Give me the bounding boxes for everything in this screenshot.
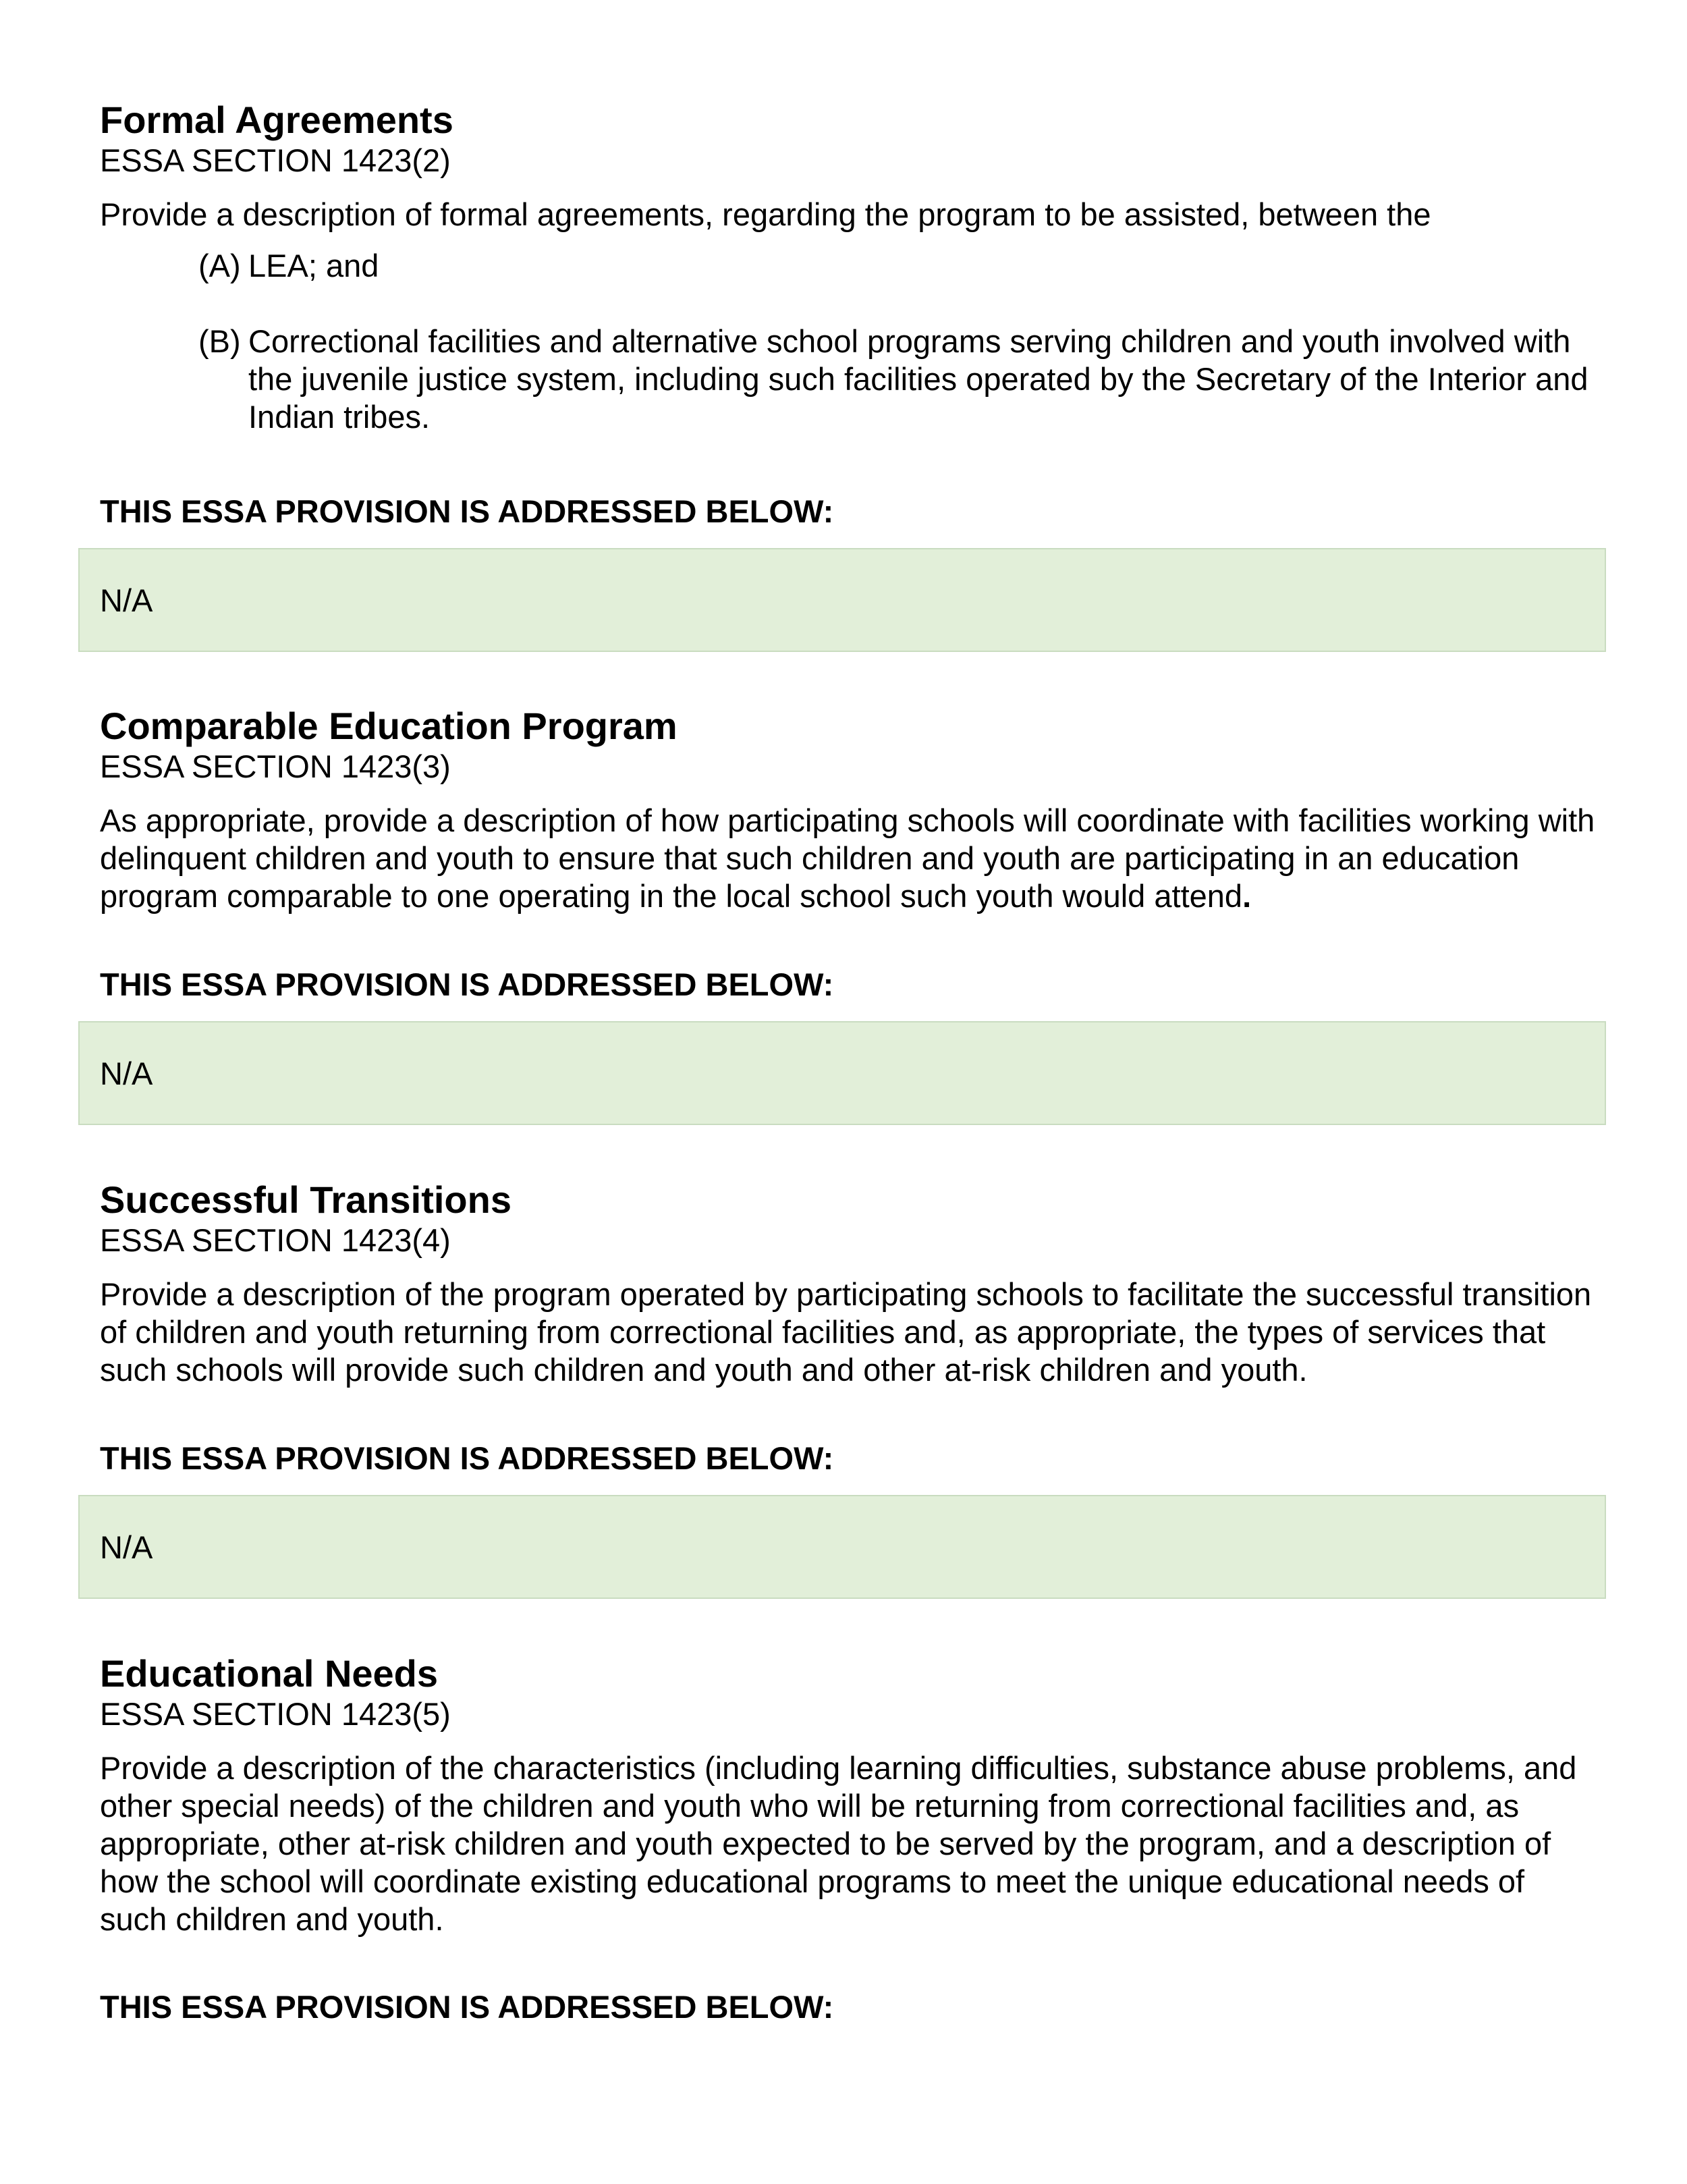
section-subtitle: ESSA SECTION 1423(3) bbox=[100, 748, 451, 784]
agreement-list bbox=[198, 247, 1598, 436]
section-title: Educational Needs bbox=[100, 1652, 439, 1695]
addressed-label: THIS ESSA PROVISION IS ADDRESSED BELOW: bbox=[100, 1440, 834, 1476]
section-formal-agreements bbox=[100, 99, 1598, 436]
section-successful-transitions bbox=[100, 1178, 1598, 1389]
response-text: N/A bbox=[100, 582, 153, 618]
section-description: Provide a description of formal agreements, regarding the program to be assisted, between the bbox=[100, 196, 1431, 232]
list-item bbox=[198, 323, 1598, 436]
section-subtitle: ESSA SECTION 1423(5) bbox=[100, 1696, 451, 1732]
section-title: Formal Agreements bbox=[100, 99, 453, 141]
list-marker: (B) bbox=[198, 323, 241, 359]
list-text: Correctional facilities and alternative school programs serving children and youth involved with the juvenile justice system, including such facilities operated by the Secretary of the Interior and Indian tribes. bbox=[248, 323, 1588, 435]
response-box[interactable] bbox=[78, 548, 1606, 652]
section-educational-needs bbox=[100, 1652, 1598, 1938]
addressed-label: THIS ESSA PROVISION IS ADDRESSED BELOW: bbox=[100, 1989, 834, 2025]
section-subtitle: ESSA SECTION 1423(2) bbox=[100, 142, 451, 178]
response-text: N/A bbox=[100, 1056, 153, 1091]
section-description bbox=[100, 802, 1598, 915]
response-box[interactable] bbox=[78, 1495, 1606, 1599]
response-box[interactable] bbox=[78, 1021, 1606, 1125]
addressed-label: THIS ESSA PROVISION IS ADDRESSED BELOW: bbox=[100, 493, 834, 529]
list-text: LEA; and bbox=[248, 248, 379, 283]
section-title: Successful Transitions bbox=[100, 1178, 511, 1221]
response-text: N/A bbox=[100, 1529, 153, 1565]
description-text: As appropriate, provide a description of how participating schools will coordinate with facilities working with delinquent children and youth to ensure that such children and youth are participating in an education program comparable to one operating in the local school such youth would attend bbox=[100, 802, 1595, 914]
addressed-label: THIS ESSA PROVISION IS ADDRESSED BELOW: bbox=[100, 966, 834, 1002]
list-marker: (A) bbox=[198, 248, 241, 283]
section-description: Provide a description of the characteristics (including learning difficulties, substance abuse problems, and other special needs) of the children and youth who will be returning from correctional facilities and, as appropriate, other at-risk children and youth expected to be served by the program, and a description of how the school will coordinate existing educational programs to meet the unique educational needs of such children and youth. bbox=[100, 1750, 1577, 1937]
list-item bbox=[198, 247, 1598, 285]
section-description: Provide a description of the program operated by participating schools to facilitate the successful transition of children and youth returning from correctional facilities and, as appropriate, the types of services that such schools will provide such children and youth and other at-risk children and youth. bbox=[100, 1276, 1592, 1388]
description-period: . bbox=[1242, 878, 1252, 914]
section-comparable-education-program bbox=[100, 705, 1598, 915]
section-title: Comparable Education Program bbox=[100, 705, 677, 747]
section-subtitle: ESSA SECTION 1423(4) bbox=[100, 1222, 451, 1258]
